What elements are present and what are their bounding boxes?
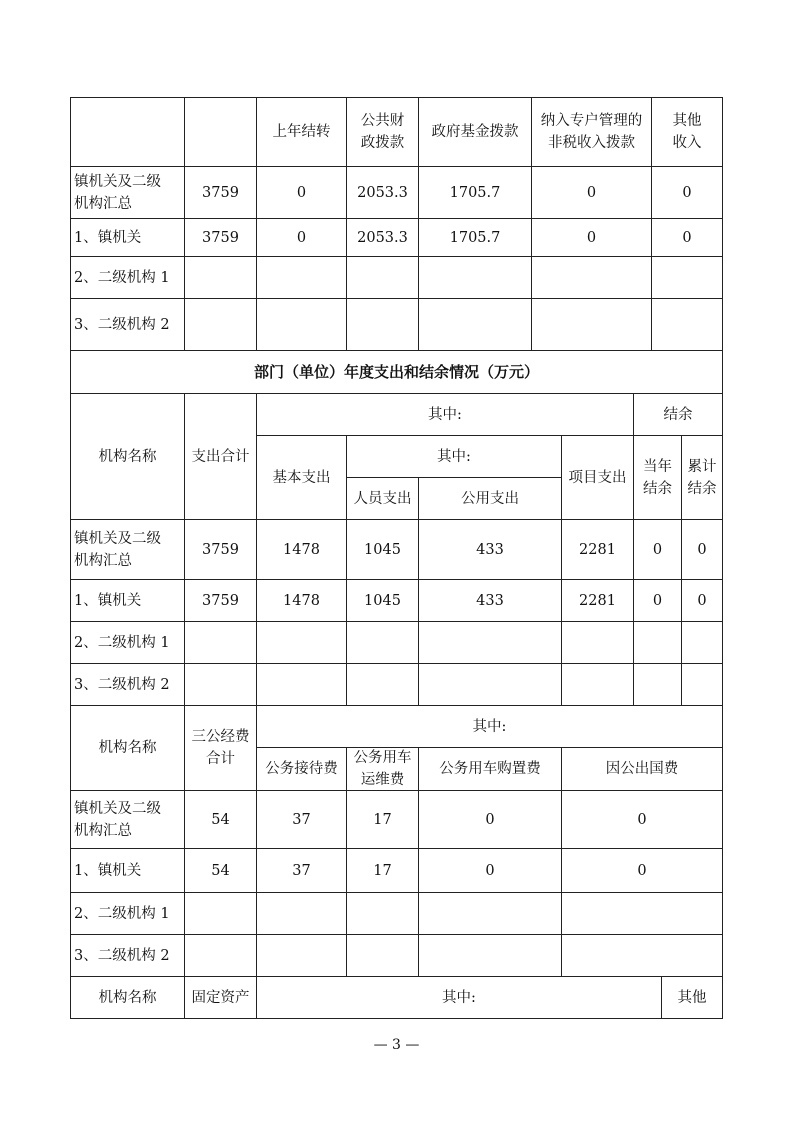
table3-cell <box>418 892 562 935</box>
table2-cell <box>561 621 634 664</box>
table2-header-total: 支出合计 <box>184 393 257 520</box>
table2-cell <box>184 621 257 664</box>
table2-cell: 1045 <box>346 519 419 580</box>
table2-cell: 433 <box>418 519 562 580</box>
table3-header-of-which: 其中: <box>256 705 723 748</box>
table3-header-vehicle-purchase: 公务用车购置费 <box>418 747 562 791</box>
table1-header-cell: 上年结转 <box>256 97 347 167</box>
table1-cell: 2053.3 <box>346 166 419 219</box>
table1-cell <box>531 298 652 351</box>
table2-cell <box>346 663 419 706</box>
table1-cell: 1705.7 <box>418 218 532 257</box>
table1-cell: 2053.3 <box>346 218 419 257</box>
table2-cell <box>256 621 347 664</box>
table1-cell <box>418 256 532 299</box>
table1-cell: 0 <box>256 166 347 219</box>
table1-cell: 0 <box>651 218 723 257</box>
table2-cell <box>681 663 723 706</box>
table3-cell <box>256 892 347 935</box>
table2-cell: 433 <box>418 579 562 622</box>
table3-cell: 0 <box>418 790 562 849</box>
table1-cell: 1705.7 <box>418 166 532 219</box>
table1-cell: 0 <box>531 166 652 219</box>
table2-row-label: 2、二级机构 1 <box>70 621 185 664</box>
table1-cell: 0 <box>531 218 652 257</box>
table1-cell <box>256 298 347 351</box>
table2-cell: 0 <box>633 579 682 622</box>
table1-cell <box>184 298 257 351</box>
table1-header-cell: 其他 收入 <box>651 97 723 167</box>
table3-header-reception: 公务接待费 <box>256 747 347 791</box>
table1-row-label: 镇机关及二级 机构汇总 <box>70 166 185 219</box>
table2-cell: 1478 <box>256 519 347 580</box>
table2-cell: 1045 <box>346 579 419 622</box>
table2-row-label: 镇机关及二级 机构汇总 <box>70 519 185 580</box>
table2-header-of-which: 其中: <box>256 393 634 436</box>
table2-header-surplus: 结余 <box>633 393 723 436</box>
table1-header-cell: 纳入专户管理的 非税收入拨款 <box>531 97 652 167</box>
table1-cell <box>531 256 652 299</box>
table2-cell <box>346 621 419 664</box>
table3-cell: 0 <box>561 790 723 849</box>
table3-cell: 17 <box>346 790 419 849</box>
table2-header-of-which-basic: 其中: <box>346 435 562 478</box>
table3-cell <box>184 934 257 977</box>
table2-row-label: 3、二级机构 2 <box>70 663 185 706</box>
table1-cell: 0 <box>256 218 347 257</box>
table3-header-overseas: 因公出国费 <box>561 747 723 791</box>
table2-header-name: 机构名称 <box>70 393 185 520</box>
table3-cell <box>346 934 419 977</box>
table3-cell: 17 <box>346 848 419 893</box>
table3-cell: 37 <box>256 790 347 849</box>
table2-cell <box>681 621 723 664</box>
table1-header-cell: 政府基金拨款 <box>418 97 532 167</box>
table1-cell <box>346 298 419 351</box>
table2-cell: 0 <box>633 519 682 580</box>
table1-row-label: 3、二级机构 2 <box>70 298 185 351</box>
table3-cell: 0 <box>561 848 723 893</box>
table3-row-label: 2、二级机构 1 <box>70 892 185 935</box>
table2-cell: 0 <box>681 579 723 622</box>
table2-cell <box>256 663 347 706</box>
table1-header-cell <box>70 97 185 167</box>
table1-cell: 3759 <box>184 166 257 219</box>
page-number: — 3 — <box>373 1037 420 1053</box>
table2-header-personnel: 人员支出 <box>346 477 419 520</box>
table1-cell <box>184 256 257 299</box>
table3-cell <box>418 934 562 977</box>
table3-header-vehicle-maint: 公务用车 运维费 <box>346 747 419 791</box>
table2-cell <box>184 663 257 706</box>
table2-title: 部门（单位）年度支出和结余情况（万元） <box>70 350 723 394</box>
table2-cell: 3759 <box>184 519 257 580</box>
table1-cell <box>651 256 723 299</box>
table3-row-label: 镇机关及二级 机构汇总 <box>70 790 185 849</box>
table4-header-name: 机构名称 <box>70 976 185 1019</box>
table2-header-basic: 基本支出 <box>256 435 347 520</box>
table4-header-of-which: 其中: <box>256 976 662 1019</box>
table3-header-total: 三公经费 合计 <box>184 705 257 791</box>
table3-cell: 54 <box>184 848 257 893</box>
table1-cell <box>418 298 532 351</box>
table4-header-other: 其他 <box>661 976 723 1019</box>
table1-cell: 0 <box>651 166 723 219</box>
table3-cell <box>346 892 419 935</box>
table2-cell: 0 <box>681 519 723 580</box>
table3-row-label: 1、镇机关 <box>70 848 185 893</box>
table1-header-cell <box>184 97 257 167</box>
table3-cell <box>184 892 257 935</box>
table3-cell <box>561 892 723 935</box>
table2-header-current-surplus: 当年 结余 <box>633 435 682 520</box>
table3-cell <box>256 934 347 977</box>
table2-cell: 3759 <box>184 579 257 622</box>
table1-cell <box>256 256 347 299</box>
table2-cell: 1478 <box>256 579 347 622</box>
table3-cell: 37 <box>256 848 347 893</box>
table1-row-label: 2、二级机构 1 <box>70 256 185 299</box>
table2-header-cumulative-surplus: 累计 结余 <box>681 435 723 520</box>
table2-cell: 2281 <box>561 519 634 580</box>
table2-cell <box>418 663 562 706</box>
table1-cell <box>651 298 723 351</box>
table2-row-label: 1、镇机关 <box>70 579 185 622</box>
table2-cell <box>633 621 682 664</box>
table4-header-fixed-assets: 固定资产 <box>184 976 257 1019</box>
table1-cell <box>346 256 419 299</box>
table2-header-public: 公用支出 <box>418 477 562 520</box>
table2-cell: 2281 <box>561 579 634 622</box>
table3-cell: 54 <box>184 790 257 849</box>
table2-cell <box>633 663 682 706</box>
table1-cell: 3759 <box>184 218 257 257</box>
table3-header-name: 机构名称 <box>70 705 185 791</box>
table2-cell <box>561 663 634 706</box>
table1-row-label: 1、镇机关 <box>70 218 185 257</box>
table3-row-label: 3、二级机构 2 <box>70 934 185 977</box>
table3-cell <box>561 934 723 977</box>
table3-cell: 0 <box>418 848 562 893</box>
table2-cell <box>418 621 562 664</box>
table1-header-cell: 公共财 政拨款 <box>346 97 419 167</box>
table2-header-project: 项目支出 <box>561 435 634 520</box>
